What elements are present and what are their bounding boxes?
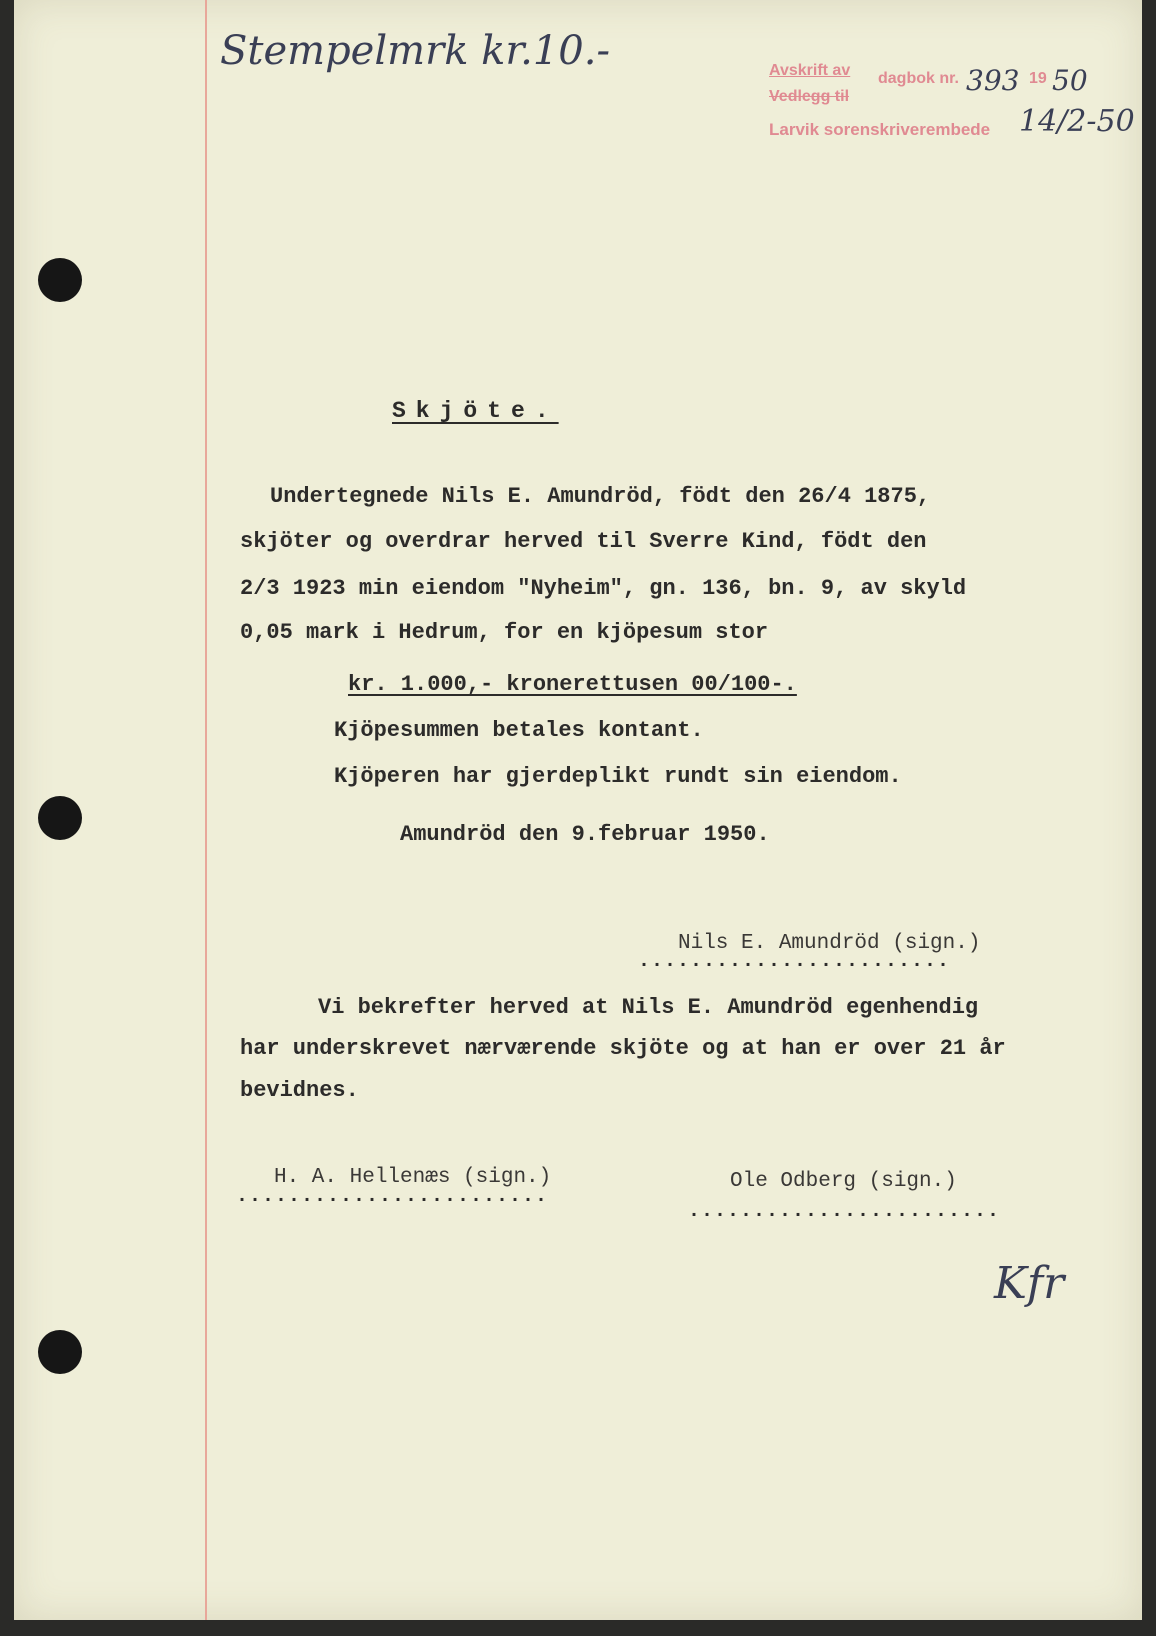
punch-hole <box>38 1330 82 1374</box>
seller-signature-line: ........................ <box>638 950 951 973</box>
paragraph-line-1: Undertegnede Nils E. Amundröd, födt den 26/4 1875, <box>270 484 931 509</box>
journal-number: 393 <box>966 64 1020 97</box>
paragraph-line-3: 2/3 1923 min eiendom "Nyheim", gn. 136, bn. 9, av skyld <box>240 576 967 601</box>
witness-line-2: har underskrevet nærværende skjöte og at han er over 21 år <box>240 1036 1006 1061</box>
stamp-line3: Larvik sorenskriverembede <box>769 120 991 139</box>
witness-2-signature: Ole Odberg (sign.) <box>730 1170 957 1193</box>
witness-1-signature: H. A. Hellenæs (sign.) <box>274 1166 552 1189</box>
margin-line <box>205 0 207 1620</box>
stamp-year-prefix: 19 <box>1029 70 1047 87</box>
witness-line-1: Vi bekrefter herved at Nils E. Amundröd egenhendig <box>318 995 979 1020</box>
punch-hole <box>38 258 82 302</box>
stamp-duty-note: Stempelmrk kr.10.- <box>220 28 610 74</box>
document-title: Skjöte. <box>392 398 559 424</box>
paragraph-line-4: 0,05 mark i Hedrum, for en kjöpesum stor <box>240 620 769 645</box>
witness-2-signature-line: ........................ <box>688 1200 1001 1223</box>
seller-signature: Nils E. Amundröd (sign.) <box>678 932 981 955</box>
punch-hole <box>38 796 82 840</box>
payment-terms: Kjöpesummen betales kontant. <box>334 718 704 743</box>
purchase-amount: kr. 1.000,- kronerettusen 00/100-. <box>348 672 797 697</box>
witness-1-signature-line: ........................ <box>236 1185 549 1208</box>
paragraph-line-2: skjöter og overdrar herved til Sverre Kind, födt den <box>240 529 927 554</box>
journal-year: 50 <box>1052 64 1088 97</box>
witness-line-3: bevidnes. <box>240 1078 359 1103</box>
stamp-line2: Vedlegg til <box>769 88 850 105</box>
place-and-date: Amundröd den 9.februar 1950. <box>400 822 770 847</box>
stamp-line1b: dagbok nr. <box>878 70 959 87</box>
registration-date: 14/2-50 <box>1019 104 1135 139</box>
fence-duty: Kjöperen har gjerdeplikt rundt sin eiendom. <box>334 764 902 789</box>
stamp-line1a: Avskrift av <box>769 62 851 79</box>
document-page <box>14 0 1142 1620</box>
clerk-initials: Kfr <box>994 1258 1065 1309</box>
